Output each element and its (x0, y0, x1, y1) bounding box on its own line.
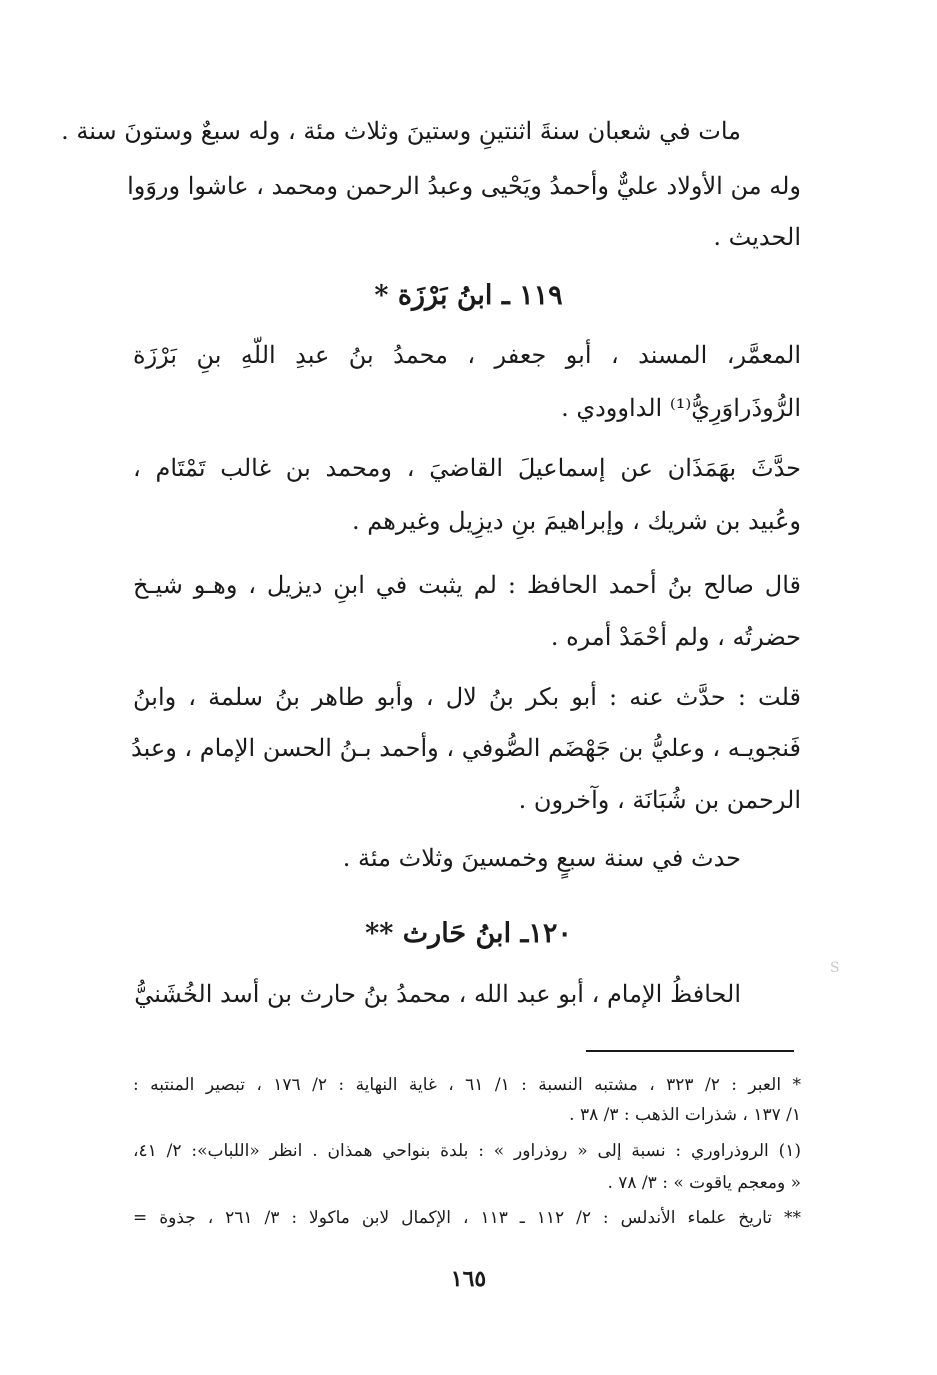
body-line: مات في شعبان سنةَ اثنتينِ وستينَ وثلاث مئة ، وله سبعٌ وستونَ سنة . (61, 117, 741, 145)
body-line: الحديث . (713, 223, 801, 251)
entry-line: الرحمن بن شُبَانَة ، وآخرون . (518, 786, 801, 814)
footnote-line: (١) الروذراوري : نسبة إلى « روذراور » : بلدة بنواحي همذان . انظر «اللباب»: ٢/ ٤١، (133, 1141, 801, 1161)
footnote-separator (586, 1050, 794, 1052)
entry-line: حضرتُه ، ولم أحْمَدْ أمره . (550, 623, 801, 651)
entry-line: قلت : حدَّث عنه : أبو بكر بنُ لال ، وأبو طاهر بنُ سلمة ، وابنُ (133, 683, 801, 711)
footnote-line: * العبر : ٢/ ٣٢٣ ، مشتبه النسبة : ١/ ٦١ ، غاية النهاية : ٢/ ١٧٦ ، تبصير المنتبه : (133, 1075, 801, 1095)
body-line: وله من الأولاد عليٌّ وأحمدُ ويَحْيى وعبدُ الرحمن ومحمد ، عاشوا وروَوا (127, 172, 801, 200)
stray-mark: S (830, 960, 840, 976)
entry-line: قال صالح بنُ أحمد الحافظ : لم يثبت في ابنِ ديزيل ، وهـو شيـخ (133, 571, 801, 599)
entry-line: فَنجويـه ، وعليُّ بن جَهْضَم الصُّوفي ، وأحمد بـنُ الحسن الإمام ، وعبدُ (131, 734, 801, 762)
entry-line: حدث في سنة سبعٍ وخمسينَ وثلاث مئة . (342, 844, 741, 872)
entry-line: وعُبيد بن شريك ، وإبراهيمَ بنِ ديزِيل وغيرهم . (352, 507, 801, 535)
entry-line: الرُّوذَراوَرِيُّ⁽¹⁾ الداوودي . (561, 394, 801, 422)
entry-line: حدَّثَ بهَمَذَان عن إسماعيلَ القاضيَ ، ومحمد بن غالب تَمْتَام ، (133, 454, 801, 482)
footnote-line: ١/ ١٣٧ ، شذرات الذهب : ٣/ ٣٨ . (569, 1105, 801, 1125)
footnote-line: ** تاريخ علماء الأندلس : ٢/ ١١٢ ـ ١١٣ ، الإكمال لابن ماكولا : ٣/ ٢٦١ ، جذوة = (133, 1208, 801, 1228)
entry-heading-120: ١٢٠ـ ابنُ حَارث ** (365, 918, 572, 949)
page-number: ١٦٥ (450, 1266, 487, 1292)
entry-line: الحافظُ الإمام ، أبو عبد الله ، محمدُ بنُ حارث بن أسد الخُشَنيُّ (134, 980, 741, 1008)
entry-line: المعمَّر، المسند ، أبو جعفر ، محمدُ بنُ عبدِ اللّهِ بنِ بَرْزَة (133, 341, 801, 369)
footnote-line: « ومعجم ياقوت » : ٣/ ٧٨ . (607, 1173, 801, 1193)
entry-heading-119: ١١٩ ـ ابنُ بَرْزَة * (374, 280, 563, 311)
